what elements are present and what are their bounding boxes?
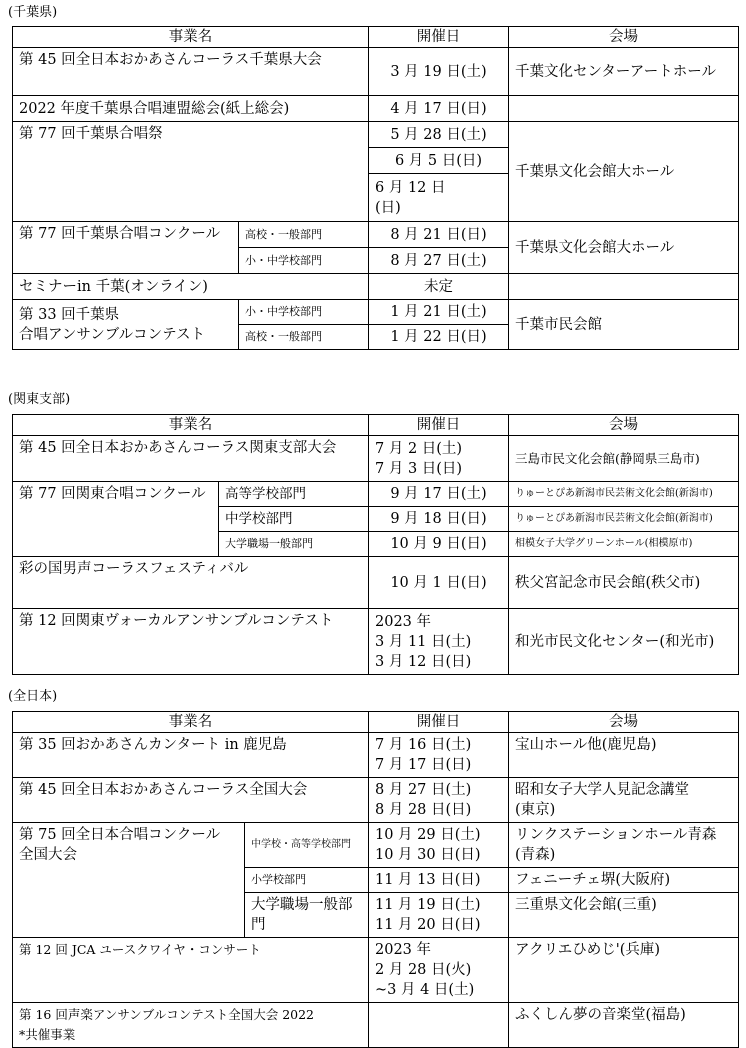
kanto-events-table — [12, 414, 739, 675]
event-venue: 相模女子大学グリーンホール(相模原市) — [509, 532, 739, 557]
event-name: 第 12 回 JCA ユースクワイヤ・コンサート — [13, 938, 369, 1003]
event-name: 第 12 回関東ヴォーカルアンサンブルコンテスト — [13, 609, 369, 675]
section-heading-chiba: (千葉県) — [8, 5, 58, 20]
event-venue: 千葉文化センターアートホール — [509, 48, 739, 96]
event-name: 第 45 回全日本おかあさんコーラス関東支部大会 — [13, 436, 369, 482]
event-date: 8 月 27 日(土) — [369, 248, 509, 274]
event-venue: 秩父宮記念市民会館(秩父市) — [509, 557, 739, 609]
event-date: 8 月 21 日(日) — [369, 222, 509, 248]
event-division: 小・中学校部門 — [239, 300, 369, 325]
event-name: 第 75 回全日本合唱コンクール 全国大会 — [13, 823, 245, 938]
header-date: 開催日 — [369, 27, 509, 48]
event-division: 小・中学校部門 — [239, 248, 369, 274]
event-name: 彩の国男声コーラスフェスティバル — [13, 557, 369, 609]
event-division: 高校・一般部門 — [239, 325, 369, 350]
event-date: 1 月 22 日(日) — [369, 325, 509, 350]
header-event-name: 事業名 — [13, 415, 369, 436]
event-date: 10 月 1 日(日) — [369, 557, 509, 609]
event-date: 4 月 17 日(日) — [369, 96, 509, 122]
event-name: 第 77 回千葉県合唱祭 — [13, 122, 369, 222]
event-date — [369, 1003, 509, 1048]
event-date: 6 月 12 日 (日) — [369, 174, 509, 222]
event-venue: 昭和女子大学人見記念講堂 (東京) — [509, 778, 739, 823]
event-venue: りゅーとぴあ新潟市民芸術文化会館(新潟市) — [509, 507, 739, 532]
header-venue: 会場 — [509, 27, 739, 48]
event-division: 中学校・高等学校部門 — [245, 823, 369, 868]
event-date: 10 月 9 日(日) — [369, 532, 509, 557]
event-division: 大学職場一般部門 — [219, 532, 369, 557]
event-date: 3 月 19 日(土) — [369, 48, 509, 96]
event-venue: 千葉県文化会館大ホール — [509, 122, 739, 222]
event-date: 11 月 19 日(土) 11 月 20 日(日) — [369, 893, 509, 938]
event-name: 第 35 回おかあさんカンタート in 鹿児島 — [13, 733, 369, 778]
event-venue: 三重県文化会館(三重) — [509, 893, 739, 938]
event-venue: ふくしん夢の音楽堂(福島) — [509, 1003, 739, 1048]
event-venue: 千葉県文化会館大ホール — [509, 222, 739, 274]
event-date: 9 月 18 日(日) — [369, 507, 509, 532]
event-date: 6 月 5 日(日) — [369, 148, 509, 174]
event-venue: 千葉市民会館 — [509, 300, 739, 350]
chiba-events-table — [12, 26, 739, 350]
event-date: 5 月 28 日(土) — [369, 122, 509, 148]
event-venue: 三島市民文化会館(静岡県三島市) — [509, 436, 739, 482]
event-name: 第 45 回全日本おかあさんコーラス全国大会 — [13, 778, 369, 823]
header-date: 開催日 — [369, 415, 509, 436]
event-name: 第 16 回声楽アンサンブルコンテスト全国大会 2022 *共催事業 — [13, 1003, 369, 1048]
event-venue: 和光市民文化センター(和光市) — [509, 609, 739, 675]
event-division: 高校・一般部門 — [239, 222, 369, 248]
event-division: 高等学校部門 — [219, 482, 369, 507]
header-venue: 会場 — [509, 415, 739, 436]
section-heading-kanto: (関東支部) — [8, 392, 71, 407]
event-division: 小学校部門 — [245, 868, 369, 893]
event-date: 10 月 29 日(土) 10 月 30 日(日) — [369, 823, 509, 868]
event-date: 2023 年 3 月 11 日(土) 3 月 12 日(日) — [369, 609, 509, 675]
event-venue: 宝山ホール他(鹿児島) — [509, 733, 739, 778]
event-name: 第 33 回千葉県 合唱アンサンブルコンテスト — [13, 300, 239, 350]
event-date: 7 月 16 日(土) 7 月 17 日(日) — [369, 733, 509, 778]
event-venue: リンクステーションホール青森(青森) — [509, 823, 739, 868]
event-date: 7 月 2 日(土) 7 月 3 日(日) — [369, 436, 509, 482]
event-date: 8 月 27 日(土) 8 月 28 日(日) — [369, 778, 509, 823]
event-date: 9 月 17 日(土) — [369, 482, 509, 507]
event-venue: アクリエひめじ'(兵庫) — [509, 938, 739, 1003]
event-date: 11 月 13 日(日) — [369, 868, 509, 893]
event-date: 2023 年 2 月 28 日(火) ~3 月 4 日(土) — [369, 938, 509, 1003]
event-division: 中学校部門 — [219, 507, 369, 532]
header-event-name: 事業名 — [13, 27, 369, 48]
header-date: 開催日 — [369, 712, 509, 733]
event-name: 2022 年度千葉県合唱連盟総会(紙上総会) — [13, 96, 369, 122]
header-event-name: 事業名 — [13, 712, 369, 733]
zennihon-events-table — [12, 711, 739, 1048]
header-venue: 会場 — [509, 712, 739, 733]
event-date: 未定 — [369, 274, 509, 300]
event-venue-empty — [509, 96, 739, 122]
event-venue: フェニーチェ堺(大阪府) — [509, 868, 739, 893]
event-date: 1 月 21 日(土) — [369, 300, 509, 325]
event-name: 第 45 回全日本おかあさんコーラス千葉県大会 — [13, 48, 369, 96]
section-heading-zennihon: (全日本) — [8, 689, 58, 704]
event-division: 大学職場一般部門 — [245, 893, 369, 938]
event-venue: りゅーとぴあ新潟市民芸術文化会館(新潟市) — [509, 482, 739, 507]
event-name: 第 77 回関東合唱コンクール — [13, 482, 219, 557]
event-name: セミナーin 千葉(オンライン) — [13, 274, 369, 300]
event-venue-empty — [509, 274, 739, 300]
event-name: 第 77 回千葉県合唱コンクール — [13, 222, 239, 274]
